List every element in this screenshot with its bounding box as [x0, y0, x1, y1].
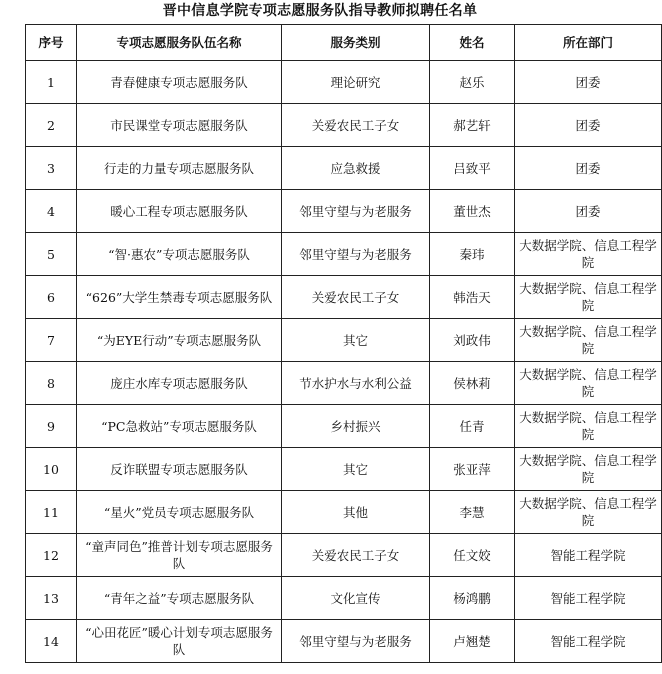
table-body — [26, 61, 662, 663]
table-row — [26, 61, 662, 104]
cell-category: 乡村振兴 — [282, 405, 430, 448]
header-category: 服务类别 — [282, 25, 430, 61]
cell-category: 关爱农民工子女 — [282, 104, 430, 147]
cell-category: 关爱农民工子女 — [282, 534, 430, 577]
cell-name: 任文姣 — [430, 534, 515, 577]
table-row — [26, 104, 662, 147]
cell-name: 卢翘楚 — [430, 620, 515, 663]
cell-index: 13 — [26, 577, 77, 620]
table-row — [26, 319, 662, 362]
appointment-table — [25, 24, 662, 663]
cell-category: 其他 — [282, 491, 430, 534]
cell-name: 郝艺轩 — [430, 104, 515, 147]
cell-name: 刘政伟 — [430, 319, 515, 362]
table-row — [26, 233, 662, 276]
cell-index: 12 — [26, 534, 77, 577]
header-index: 序号 — [26, 25, 77, 61]
cell-team: “智·惠农”专项志愿服务队 — [77, 233, 282, 276]
cell-department: 大数据学院、信息工程学院 — [515, 405, 662, 448]
cell-team: “星火”党员专项志愿服务队 — [77, 491, 282, 534]
cell-department: 团委 — [515, 190, 662, 233]
cell-department: 团委 — [515, 147, 662, 190]
cell-category: 节水护水与水利公益 — [282, 362, 430, 405]
cell-index: 6 — [26, 276, 77, 319]
cell-department: 团委 — [515, 61, 662, 104]
cell-department: 大数据学院、信息工程学院 — [515, 319, 662, 362]
cell-team: “PC急救站”专项志愿服务队 — [77, 405, 282, 448]
cell-team: “为EYE行动”专项志愿服务队 — [77, 319, 282, 362]
cell-name: 杨鸿鹏 — [430, 577, 515, 620]
cell-name: 秦玮 — [430, 233, 515, 276]
table-row — [26, 362, 662, 405]
cell-index: 3 — [26, 147, 77, 190]
cell-category: 邻里守望与为老服务 — [282, 190, 430, 233]
table-row — [26, 405, 662, 448]
cell-index: 8 — [26, 362, 77, 405]
cell-team: 行走的力量专项志愿服务队 — [77, 147, 282, 190]
cell-name: 侯林莉 — [430, 362, 515, 405]
cell-name: 吕致平 — [430, 147, 515, 190]
cell-team: “心田花匠”暖心计划专项志愿服务队 — [77, 620, 282, 663]
cell-index: 11 — [26, 491, 77, 534]
cell-department: 团委 — [515, 104, 662, 147]
cell-category: 应急救援 — [282, 147, 430, 190]
cell-index: 1 — [26, 61, 77, 104]
table-row — [26, 577, 662, 620]
cell-category: 其它 — [282, 319, 430, 362]
cell-department: 大数据学院、信息工程学院 — [515, 276, 662, 319]
cell-team: “青年之益”专项志愿服务队 — [77, 577, 282, 620]
table-row — [26, 620, 662, 663]
cell-index: 9 — [26, 405, 77, 448]
cell-index: 7 — [26, 319, 77, 362]
header-name: 姓名 — [430, 25, 515, 61]
cell-name: 任青 — [430, 405, 515, 448]
cell-department: 智能工程学院 — [515, 620, 662, 663]
cell-name: 李慧 — [430, 491, 515, 534]
cell-team: 反诈联盟专项志愿服务队 — [77, 448, 282, 491]
cell-index: 4 — [26, 190, 77, 233]
header-department: 所在部门 — [515, 25, 662, 61]
header-team: 专项志愿服务队伍名称 — [77, 25, 282, 61]
cell-team: 市民课堂专项志愿服务队 — [77, 104, 282, 147]
table-row — [26, 276, 662, 319]
cell-team: 庞庄水库专项志愿服务队 — [77, 362, 282, 405]
cell-category: 关爱农民工子女 — [282, 276, 430, 319]
cell-index: 2 — [26, 104, 77, 147]
cell-index: 5 — [26, 233, 77, 276]
cell-department: 大数据学院、信息工程学院 — [515, 491, 662, 534]
table-row — [26, 448, 662, 491]
table-row — [26, 190, 662, 233]
cell-department: 智能工程学院 — [515, 534, 662, 577]
table-header-row — [26, 25, 662, 61]
cell-index: 10 — [26, 448, 77, 491]
cell-index: 14 — [26, 620, 77, 663]
cell-name: 张亚萍 — [430, 448, 515, 491]
cell-name: 董世杰 — [430, 190, 515, 233]
cell-team: “626”大学生禁毒专项志愿服务队 — [77, 276, 282, 319]
cell-category: 邻里守望与为老服务 — [282, 620, 430, 663]
cell-team: 暖心工程专项志愿服务队 — [77, 190, 282, 233]
cell-department: 大数据学院、信息工程学院 — [515, 448, 662, 491]
table-row — [26, 534, 662, 577]
cell-team: “童声同色”推普计划专项志愿服务队 — [77, 534, 282, 577]
cell-department: 智能工程学院 — [515, 577, 662, 620]
cell-category: 理论研究 — [282, 61, 430, 104]
table-row — [26, 491, 662, 534]
cell-name: 韩浩天 — [430, 276, 515, 319]
cell-category: 文化宣传 — [282, 577, 430, 620]
cell-team: 青春健康专项志愿服务队 — [77, 61, 282, 104]
cell-category: 其它 — [282, 448, 430, 491]
cell-category: 邻里守望与为老服务 — [282, 233, 430, 276]
table-row — [26, 147, 662, 190]
cell-department: 大数据学院、信息工程学院 — [515, 233, 662, 276]
cell-name: 赵乐 — [430, 61, 515, 104]
document-title: 晋中信息学院专项志愿服务队指导教师拟聘任名单 — [162, 3, 478, 19]
cell-department: 大数据学院、信息工程学院 — [515, 362, 662, 405]
